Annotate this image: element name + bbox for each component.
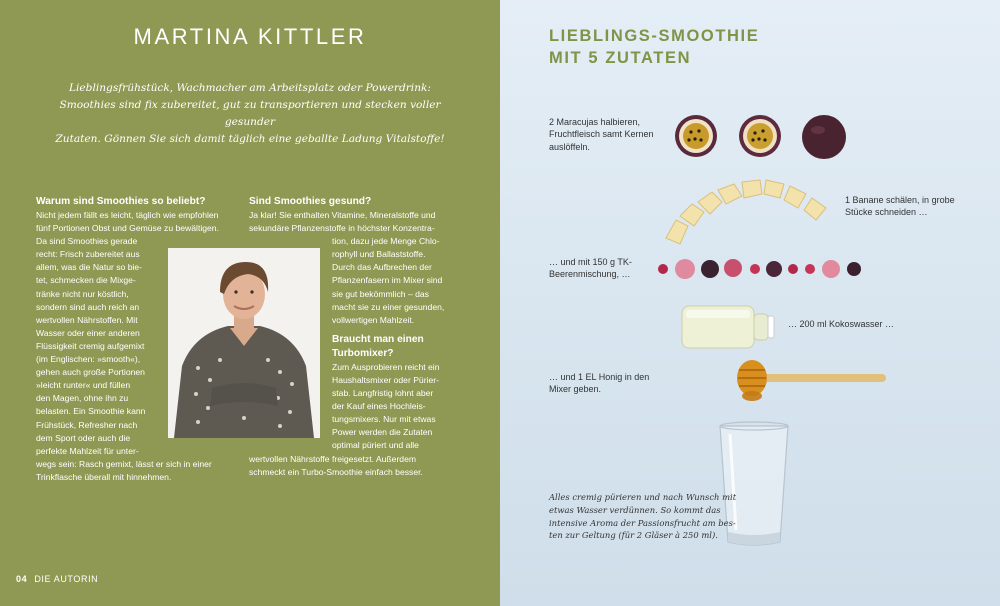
body-line: Zum Ausprobieren reicht ein xyxy=(332,361,440,372)
step-berries xyxy=(549,256,632,281)
finish-line: etwas Wasser verdünnen. So kommt das xyxy=(549,504,721,515)
body-line: sekundäre Pflanzenstoffe in höchster Konzentra- xyxy=(249,223,435,234)
finish-instructions xyxy=(549,491,736,542)
intro-line: Zutaten. Gönnen Sie sich damit täglich eine geballte Ladung Vitalstoffe! xyxy=(55,133,445,145)
body-line: Pflanzenfasern im Mixer sind xyxy=(332,275,443,286)
body-line: vollwertigen Mahlzeit. xyxy=(332,314,415,325)
section-heading: Braucht man einen xyxy=(332,333,424,345)
banana-icon xyxy=(662,176,842,246)
finish-line: ten zur Geltung (für 2 Gläser à 250 ml). xyxy=(549,530,718,541)
body-line: »leicht runter« und füllen xyxy=(36,380,131,391)
body-line: Flüssigkeit cremig aufgemixt xyxy=(36,340,145,351)
step-line: … 200 ml Kokoswasser … xyxy=(788,319,895,329)
body-line: wertvollen Nährstoffen. Mit xyxy=(36,314,138,325)
body-line: schmeckt ein Turbo-Smoothie einfach besser. xyxy=(249,466,423,477)
body-line: tet, schmecken die Mixge- xyxy=(36,275,136,286)
passion-fruit-icon xyxy=(670,112,850,162)
step-line: … und mit 150 g TK- xyxy=(549,257,632,267)
body-line: perfekte Mahlzeit für unter- xyxy=(36,445,139,456)
body-line: sie gut bekömmlich – das xyxy=(332,288,429,299)
body-line: Power werden die Zutaten xyxy=(332,427,433,438)
body-line: tungsmixers. Nur mit etwas xyxy=(332,414,436,425)
step-line: Fruchtfleisch samt Kernen xyxy=(549,129,654,140)
body-line: Da sind Smoothies gerade xyxy=(36,236,138,247)
body-line: Haushaltsmixer oder Pürier- xyxy=(332,374,439,385)
step-line: Stücke schneiden … xyxy=(845,207,928,218)
body-line: der Kauf eines Hochleis- xyxy=(332,401,426,412)
body-line: (im Englischen: »smooth«), xyxy=(36,354,141,365)
step-line: … und 1 EL Honig in den xyxy=(549,372,650,382)
finish-line: Alles cremig pürieren und nach Wunsch mit xyxy=(549,492,737,502)
portrait-illustration xyxy=(168,248,320,438)
body-line: wegs sein: Rasch gemixt, lässt er sich in einer xyxy=(36,458,212,469)
body-line: Trinkflasche überall mit hinnehmen. xyxy=(36,471,172,482)
body-line: sondern sind auch reich an xyxy=(36,301,140,312)
step-line: Mixer geben. xyxy=(549,384,602,395)
body-line: gehen auch große Portionen xyxy=(36,367,145,378)
recipe-title-line: MIT 5 ZUTATEN xyxy=(549,49,692,67)
bottle-icon xyxy=(680,304,780,350)
page-number: 04 xyxy=(16,574,28,584)
body-line: macht sie zu einer gesunden, xyxy=(332,301,445,312)
step-line: 1 Banane schälen, in grobe xyxy=(845,195,955,205)
section-heading: Sind Smoothies gesund? xyxy=(249,196,372,207)
body-line: optimal püriert und alle xyxy=(332,440,419,451)
finish-line: intensive Aroma der Passionsfrucht am bes- xyxy=(549,517,736,528)
step-maracuja xyxy=(549,116,654,153)
section-name: DIE AUTORIN xyxy=(34,574,99,584)
body-line: Frühstück, Refresher nach xyxy=(36,419,138,430)
step-line: 2 Maracujas halbieren, xyxy=(549,117,641,127)
body-line: allem, was die Natur so bie- xyxy=(36,262,143,273)
body-line: tion, dazu jede Menge Chlo- xyxy=(332,236,440,247)
step-honey xyxy=(549,371,649,396)
intro-line: Smoothies sind fix zubereitet, gut zu transportieren und stecken voller gesunder xyxy=(59,99,441,128)
recipe-title xyxy=(549,25,759,69)
body-line: dem Sport oder auch die xyxy=(36,432,131,443)
berries-icon xyxy=(655,254,865,284)
body-line: belasten. Ein Smoothie kann xyxy=(36,406,146,417)
body-line: den Magen, ohne ihn zu xyxy=(36,393,129,404)
body-line: Durch das Aufbrechen der xyxy=(332,262,432,273)
author-portrait xyxy=(168,248,320,438)
author-name: MARTINA KITTLER xyxy=(133,24,367,49)
step-banana xyxy=(845,194,955,219)
step-coconut-water xyxy=(788,318,894,330)
recipe-title-line: LIEBLINGS-SMOOTHIE xyxy=(549,27,760,45)
honey-dipper-icon xyxy=(732,354,892,404)
page-folio xyxy=(16,574,98,584)
body-line: tränke nicht nur köstlich, xyxy=(36,288,129,299)
step-line: auslöffeln. xyxy=(549,141,590,152)
body-line: wertvollen Nährstoffe freigesetzt. Außerdem xyxy=(249,453,417,464)
body-line: Nicht jedem fällt es leicht, täglich wie empfohlen xyxy=(36,210,219,220)
body-line: Ja klar! Sie enthalten Vitamine, Mineralstoffe und xyxy=(249,210,436,220)
step-line: Beerenmischung, … xyxy=(549,269,631,280)
section-heading: Turbomixer? xyxy=(332,347,394,359)
body-line: Wasser oder einer anderen xyxy=(36,327,140,338)
body-line: stab. Langfristig lohnt aber xyxy=(332,388,434,399)
body-line: recht: Frisch zubereitet aus xyxy=(36,249,140,260)
intro-line: Lieblingsfrühstück, Wachmacher am Arbeitsplatz oder Powerdrink: xyxy=(68,82,432,94)
intro-paragraph xyxy=(48,80,452,148)
section-heading: Warum sind Smoothies so beliebt? xyxy=(36,196,206,207)
body-line: fünf Portionen Obst und Gemüse zu bewältigen. xyxy=(36,223,219,234)
body-line: rophyll und Ballaststoffe. xyxy=(332,249,426,260)
